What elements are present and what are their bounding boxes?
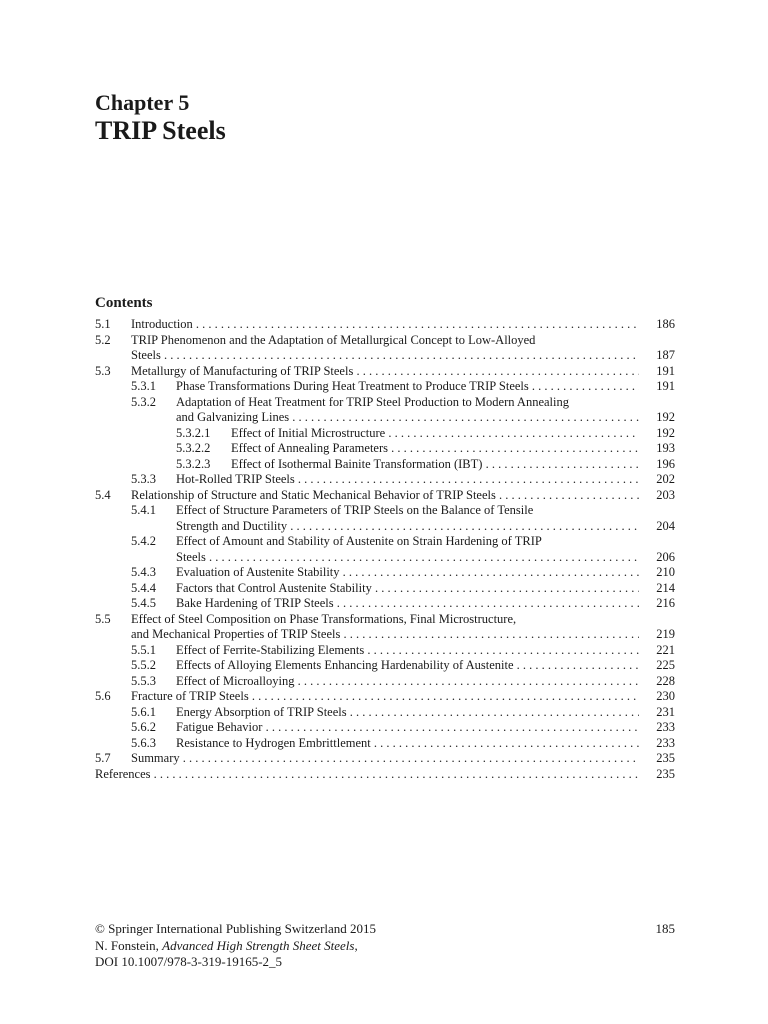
toc-entry[interactable] xyxy=(0,581,768,597)
toc-entry-number: 5.4.3 xyxy=(131,565,156,579)
toc-entry-title: Evaluation of Austenite Stability . . . xyxy=(176,565,639,581)
toc-entry[interactable] xyxy=(0,364,768,380)
toc-entry-title: and Galvanizing Lines . . . xyxy=(176,410,639,426)
toc-entry-continuation[interactable] xyxy=(0,348,768,364)
toc-entry-continuation[interactable] xyxy=(0,410,768,426)
toc-entry-number: 5.5.1 xyxy=(131,642,156,657)
toc-entry-page: 228 xyxy=(656,673,675,688)
toc-entry[interactable] xyxy=(0,720,768,736)
toc-entry-number: 5.1 xyxy=(95,317,111,331)
toc-entry-page: 235 xyxy=(656,751,675,765)
toc-entry-title: and Mechanical Properties of TRIP Steels . . . xyxy=(131,627,639,643)
toc-entry[interactable] xyxy=(0,736,768,752)
toc-entry-title: Resistance to Hydrogen Embrittlement . . . xyxy=(176,736,639,752)
toc-entry-number: 5.6.1 xyxy=(131,704,156,719)
toc-entry[interactable] xyxy=(0,612,768,628)
toc-entry-title: Summary . . . xyxy=(131,751,639,767)
toc-entry-page: 192 xyxy=(656,410,675,424)
toc-entry-title: Steels . . . xyxy=(176,550,639,566)
copyright-notice: © Springer International Publishing Switzerland 2015 xyxy=(95,921,377,936)
toc-entry-number: 5.5 xyxy=(95,611,111,626)
toc-entry-title: Steels . . . xyxy=(131,348,639,364)
toc-entry-title: Energy Absorption of TRIP Steels . . . xyxy=(176,705,639,721)
toc-entry[interactable] xyxy=(0,674,768,690)
toc-entry[interactable] xyxy=(0,333,768,349)
toc-entry-number: 5.4 xyxy=(95,487,111,502)
footer-doi-line xyxy=(95,954,675,971)
toc-entry-page: 219 xyxy=(656,627,675,641)
toc-entry-page: 187 xyxy=(656,348,675,362)
toc-entry-number: 5.3.2.2 xyxy=(176,441,211,455)
toc-entry-page: 202 xyxy=(656,472,675,486)
toc-entry-page: 193 xyxy=(656,441,675,455)
toc-entry-number: 5.3.2 xyxy=(131,394,156,409)
toc-entry-title: Fatigue Behavior . . . xyxy=(176,720,639,736)
toc-entry-title: Strength and Ductility . . . xyxy=(176,519,639,535)
toc-entry-continuation[interactable] xyxy=(0,550,768,566)
toc-entry-page: 203 xyxy=(656,487,675,502)
toc-entry-page: 216 xyxy=(656,596,675,610)
toc-entry-page: 221 xyxy=(656,642,675,657)
toc-entry[interactable] xyxy=(0,565,768,581)
toc-entry-page: 206 xyxy=(656,549,675,564)
doi-link[interactable]: DOI 10.1007/978-3-319-19165-2_5 xyxy=(95,954,283,969)
author-name: N. Fonstein, xyxy=(95,937,163,953)
toc-entry-number: 5.6 xyxy=(95,689,111,703)
toc-entry[interactable] xyxy=(0,441,768,457)
toc-entry-number: 5.5.3 xyxy=(131,673,156,688)
toc-entry-page: 231 xyxy=(656,704,675,719)
toc-entry-number: 5.4.5 xyxy=(131,596,156,610)
table-of-contents xyxy=(0,317,768,782)
toc-entry-page: 196 xyxy=(656,456,675,471)
footer-copyright-line xyxy=(95,921,675,938)
toc-entry-title: References . . . xyxy=(95,767,639,783)
toc-entry-title: Bake Hardening of TRIP Steels . . . xyxy=(176,596,639,612)
toc-entry-number: 5.3.2.3 xyxy=(176,456,211,471)
toc-entry[interactable] xyxy=(0,379,768,395)
toc-entry[interactable] xyxy=(0,751,768,767)
toc-entry-title: Effects of Alloying Elements Enhancing Hardenability of Austenite . . . xyxy=(176,658,639,674)
toc-entry[interactable] xyxy=(0,395,768,411)
toc-entry-number: 5.4.1 xyxy=(131,503,156,517)
toc-entry-title: Effect of Steel Composition on Phase Transformations, Final Microstructure, xyxy=(131,611,517,626)
toc-entry[interactable] xyxy=(0,317,768,333)
toc-entry[interactable] xyxy=(0,457,768,473)
toc-entry-page: 192 xyxy=(656,425,675,440)
toc-entry-title: Effect of Amount and Stability of Austenite on Strain Hardening of TRIP xyxy=(176,534,542,548)
toc-entry-title: Effect of Initial Microstructure . . . xyxy=(231,426,639,442)
toc-entry-title: TRIP Phenomenon and the Adaptation of Metallurgical Concept to Low-Alloyed xyxy=(131,332,536,347)
toc-entry-title: Metallurgy of Manufacturing of TRIP Steels . . . xyxy=(131,364,639,380)
toc-entry-number: 5.5.2 xyxy=(131,658,156,672)
toc-entry-number: 5.3.1 xyxy=(131,379,156,393)
toc-entry-page: 233 xyxy=(656,720,675,734)
toc-entry[interactable] xyxy=(0,596,768,612)
toc-entry[interactable] xyxy=(0,658,768,674)
book-title-punctuation: , xyxy=(354,937,358,953)
toc-entry-title: Effect of Structure Parameters of TRIP Steels on the Balance of Tensile xyxy=(176,503,534,517)
toc-entry[interactable] xyxy=(0,643,768,659)
contents-heading: Contents xyxy=(95,295,153,311)
toc-entry-title: Effect of Isothermal Bainite Transformation (IBT) . . . xyxy=(231,457,639,473)
toc-entry-title: Relationship of Structure and Static Mechanical Behavior of TRIP Steels . . . xyxy=(131,488,639,504)
toc-entry-page: 204 xyxy=(656,518,675,533)
toc-entry-continuation[interactable] xyxy=(0,519,768,535)
toc-entry-number: 5.4.2 xyxy=(131,534,156,548)
toc-entry[interactable] xyxy=(0,689,768,705)
page-footer xyxy=(95,921,675,971)
toc-entry-title: Effect of Annealing Parameters . . . xyxy=(231,441,639,457)
toc-entry-page: 225 xyxy=(656,658,675,672)
toc-entry-number: 5.7 xyxy=(95,751,111,765)
toc-entry-title: Introduction . . . xyxy=(131,317,639,333)
toc-entry[interactable] xyxy=(0,705,768,721)
toc-entry-page: 230 xyxy=(656,689,675,703)
toc-entry-title: Factors that Control Austenite Stability . . . xyxy=(176,581,639,597)
book-title: Advanced High Strength Sheet Steels xyxy=(162,937,355,953)
toc-entry-number: 5.3.3 xyxy=(131,472,156,486)
toc-entry-number: 5.4.4 xyxy=(131,580,156,595)
toc-entry-number: 5.2 xyxy=(95,332,111,347)
toc-entry[interactable] xyxy=(0,503,768,519)
toc-entry-references[interactable] xyxy=(0,767,768,783)
page-number: 185 xyxy=(655,921,675,936)
toc-entry-page: 186 xyxy=(656,317,675,331)
toc-entry-number: 5.3 xyxy=(95,363,111,378)
toc-entry[interactable] xyxy=(0,426,768,442)
toc-entry-title: Effect of Microalloying . . . xyxy=(176,674,639,690)
toc-entry-title: Phase Transformations During Heat Treatment to Produce TRIP Steels . . . xyxy=(176,379,639,395)
toc-entry-title: Fracture of TRIP Steels . . . xyxy=(131,689,639,705)
toc-entry-page: 191 xyxy=(656,363,675,378)
chapter-label: Chapter 5 xyxy=(95,90,190,115)
toc-entry[interactable] xyxy=(0,534,768,550)
toc-entry-title: Effect of Ferrite-Stabilizing Elements . . . xyxy=(176,643,639,659)
toc-entry[interactable] xyxy=(0,472,768,488)
toc-entry-page: 210 xyxy=(656,565,675,579)
toc-entry-title: Adaptation of Heat Treatment for TRIP Steel Production to Modern Annealing xyxy=(176,394,569,409)
toc-entry-page: 214 xyxy=(656,580,675,595)
footer-citation-line xyxy=(95,938,675,955)
toc-entry[interactable] xyxy=(0,488,768,504)
toc-entry-number: 5.3.2.1 xyxy=(176,425,211,440)
chapter-title: TRIP Steels xyxy=(95,116,226,145)
toc-entry-number: 5.6.3 xyxy=(131,735,156,750)
toc-entry-title: Hot-Rolled TRIP Steels . . . xyxy=(176,472,639,488)
toc-entry-page: 233 xyxy=(656,735,675,750)
toc-entry-continuation[interactable] xyxy=(0,627,768,643)
toc-entry-page: 191 xyxy=(656,379,675,393)
toc-entry-number: 5.6.2 xyxy=(131,720,156,734)
toc-entry-page: 235 xyxy=(656,766,675,781)
